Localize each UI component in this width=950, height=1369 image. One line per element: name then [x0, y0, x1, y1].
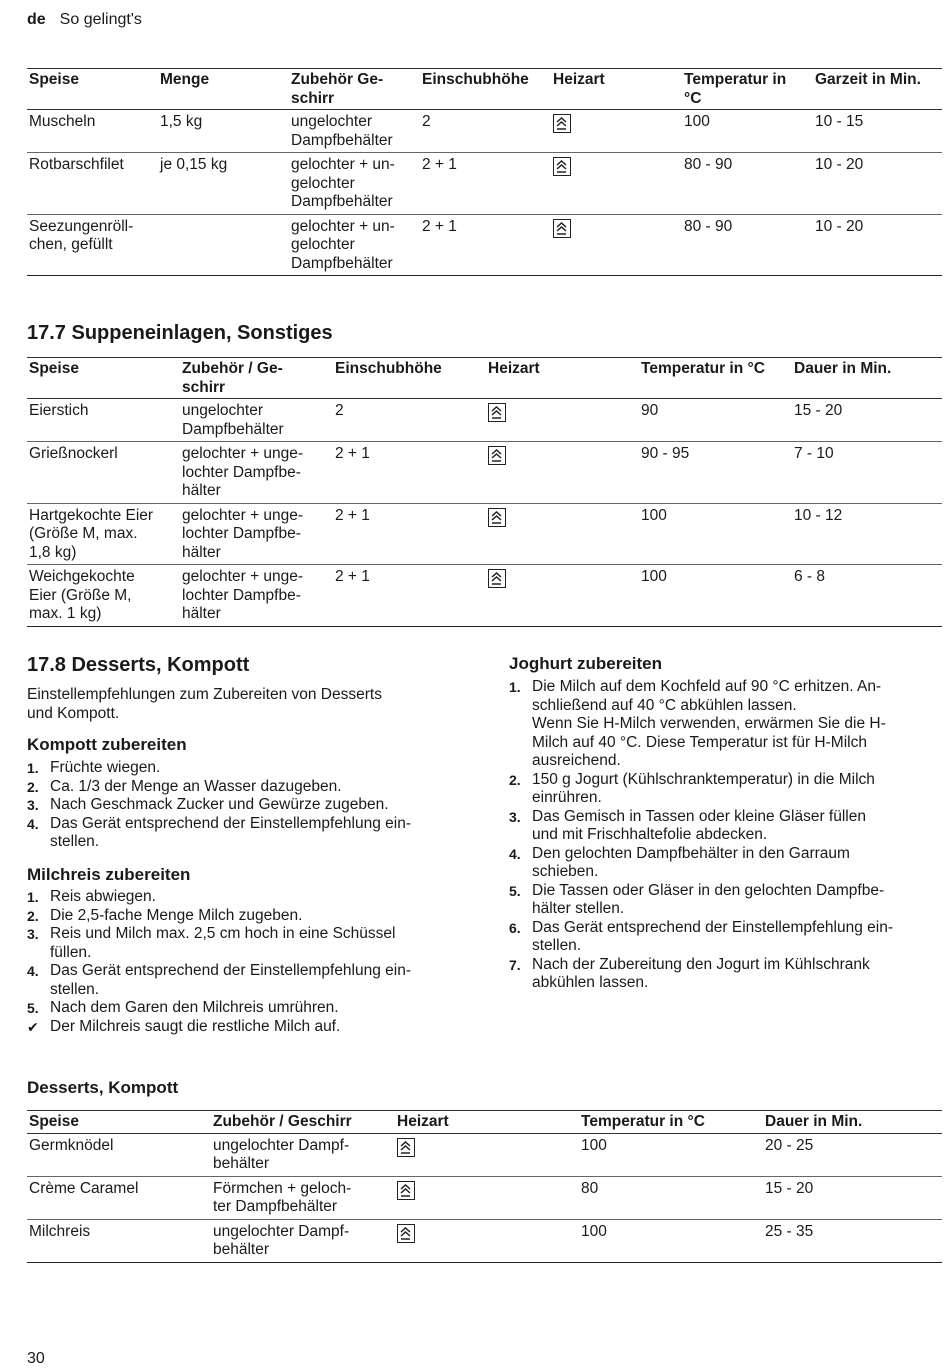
step-text: Reis und Milch max. 2,5 cm hoch in eine Schüssel füllen.: [50, 925, 396, 961]
table-cell: [551, 153, 682, 215]
table-cell: 2 + 1: [333, 442, 486, 504]
list-item: [509, 845, 944, 882]
steam-icon: [553, 157, 571, 176]
column-header: Zubehör Ge- schirr: [289, 69, 420, 110]
table-row: [27, 399, 942, 442]
step-number: 3.: [27, 797, 39, 813]
table-cell: 10 - 20: [813, 153, 942, 215]
step-number: 3.: [27, 926, 39, 942]
list-item: [27, 815, 467, 852]
table-cell: gelochter + unge- lochter Dampfbe- hälter: [180, 565, 333, 627]
step-text: Die Tassen oder Gläser in den gelochten Dampfbe- hälter stellen.: [532, 881, 885, 917]
table-cell: 10 - 15: [813, 110, 942, 153]
table-cell: 100: [639, 503, 792, 565]
list-item: [509, 919, 944, 956]
list-item: [27, 888, 467, 907]
table-row: [27, 110, 942, 153]
table-cell: 80 - 90: [682, 214, 813, 276]
list-item: [27, 999, 467, 1018]
step-text: Die 2,5-fache Menge Milch zugeben.: [50, 906, 303, 924]
table-row: [27, 442, 942, 504]
step-number: 2.: [509, 771, 521, 788]
table-cell: [158, 214, 289, 276]
column-header: Dauer in Min.: [763, 1111, 942, 1134]
table-row: [27, 214, 942, 276]
list-item: [27, 778, 467, 797]
table-cell: 6 - 8: [792, 565, 942, 627]
table-cell: 2 + 1: [333, 565, 486, 627]
table-cell: gelochter + unge- lochter Dampfbe- hälter: [180, 503, 333, 565]
soup-table: [27, 357, 942, 627]
table-cell: gelochter + unge- lochter Dampfbe- hälter: [180, 442, 333, 504]
table-cell: Muscheln: [27, 110, 158, 153]
table-cell: 20 - 25: [763, 1133, 942, 1176]
table-cell: ungelochter Dampf- behälter: [211, 1219, 395, 1262]
table-cell: [486, 442, 639, 504]
steam-icon: [397, 1138, 415, 1157]
step-text: Das Gemisch in Tassen oder kleine Gläser füllen und mit Frischhaltefolie abdecken.: [532, 807, 866, 843]
table-cell: Germknödel: [27, 1133, 211, 1176]
column-header: Garzeit in Min.: [813, 69, 942, 110]
step-number: 4.: [509, 845, 521, 862]
section-title-17-7: 17.7 Suppeneinlagen, Sonstiges: [27, 322, 333, 344]
table-cell: [551, 110, 682, 153]
table-cell: [486, 503, 639, 565]
step-text: Ca. 1/3 der Menge an Wasser dazugeben.: [50, 777, 342, 795]
steam-icon: [488, 403, 506, 422]
table-cell: ungelochter Dampfbehälter: [289, 110, 420, 153]
table-cell: Seezungenröll- chen, gefüllt: [27, 214, 158, 276]
column-header: Speise: [27, 1111, 211, 1134]
list-item: [27, 759, 467, 778]
table-row: [27, 1176, 942, 1219]
table-cell: Eierstich: [27, 399, 180, 442]
step-number: 1.: [509, 679, 521, 695]
step-text: 150 g Jogurt (Kühlschranktemperatur) in die Milch einrühren.: [532, 770, 875, 806]
step-number: 4.: [27, 963, 39, 979]
steam-icon: [553, 219, 571, 238]
joghurt-steps: [509, 678, 944, 993]
table-row: [27, 503, 942, 565]
list-item: [27, 796, 467, 815]
column-header: Heizart: [395, 1111, 579, 1134]
step-note: Wenn Sie H-Milch verwenden, erwärmen Sie die H- Milch auf 40 °C. Diese Temperatur ist für H-Milch ausreichend.: [532, 715, 886, 769]
step-text: Nach dem Garen den Milchreis umrühren.: [50, 999, 339, 1016]
step-text: Das Gerät entsprechend der Einstellempfehlung ein- stellen.: [532, 918, 894, 954]
list-item: [509, 956, 944, 993]
step-number: 3.: [509, 808, 521, 825]
step-number: 2.: [27, 907, 39, 924]
steam-icon: [488, 508, 506, 527]
list-item: [27, 962, 467, 999]
column-header: Temperatur in °C: [682, 69, 813, 110]
column-header: Einschubhöhe: [420, 69, 551, 110]
table-cell: Grießnockerl: [27, 442, 180, 504]
milchreis-steps: [27, 888, 467, 1036]
table-cell: Rotbarschfilet: [27, 153, 158, 215]
language-code: de: [27, 11, 46, 28]
list-item: [509, 771, 944, 808]
column-header: Menge: [158, 69, 289, 110]
table-cell: 80: [579, 1176, 763, 1219]
page-header: [27, 11, 142, 30]
step-text: Den gelochten Dampfbehälter in den Garraum schieben.: [532, 844, 850, 880]
list-item: [27, 907, 467, 926]
fish-table: [27, 68, 942, 276]
column-header: Zubehör / Ge- schirr: [180, 358, 333, 399]
table-row: [27, 1219, 942, 1262]
table-cell: Weichgekochte Eier (Größe M, max. 1 kg): [27, 565, 180, 627]
column-header: Temperatur in °C: [639, 358, 792, 399]
table-cell: 2: [420, 110, 551, 153]
table-cell: 10 - 12: [792, 503, 942, 565]
kompott-title: Kompott zubereiten: [27, 735, 187, 754]
column-header: Temperatur in °C: [579, 1111, 763, 1134]
table-cell: Hartgekochte Eier (Größe M, max. 1,8 kg): [27, 503, 180, 565]
table-cell: 2 + 1: [333, 503, 486, 565]
dessert-table: [27, 1110, 942, 1263]
table-cell: 2: [333, 399, 486, 442]
step-number: 2.: [27, 778, 39, 795]
step-text: Die Milch auf dem Kochfeld auf 90 °C erhitzen. An- schließend auf 40 °C abkühlen lassen.: [532, 678, 882, 714]
column-header: Heizart: [486, 358, 639, 399]
column-header: Speise: [27, 358, 180, 399]
step-number: 5.: [509, 882, 521, 899]
table-cell: [551, 214, 682, 276]
step-text: Früchte wiegen.: [50, 759, 161, 776]
table-cell: 7 - 10: [792, 442, 942, 504]
table-cell: gelochter + un- gelochter Dampfbehälter: [289, 153, 420, 215]
steam-icon: [488, 569, 506, 588]
table-cell: gelochter + un- gelochter Dampfbehälter: [289, 214, 420, 276]
table-cell: je 0,15 kg: [158, 153, 289, 215]
step-text: Das Gerät entsprechend der Einstellempfehlung ein- stellen.: [50, 962, 412, 998]
kompott-steps: [27, 759, 467, 852]
step-text: Reis abwiegen.: [50, 888, 156, 905]
step-number: 4.: [27, 815, 39, 832]
table-header-row: [27, 1111, 942, 1134]
table-cell: 100: [579, 1133, 763, 1176]
table-cell: Förmchen + geloch- ter Dampfbehälter: [211, 1176, 395, 1219]
checkmark-icon: ✔: [27, 1018, 39, 1035]
result-item: [27, 1018, 467, 1037]
list-item: [509, 808, 944, 845]
page-number: 30: [27, 1350, 45, 1367]
table-row: [27, 1133, 942, 1176]
step-number: 1.: [27, 889, 39, 905]
list-item: [509, 882, 944, 919]
table-header-row: [27, 358, 942, 399]
column-header: Speise: [27, 69, 158, 110]
table-cell: 15 - 20: [792, 399, 942, 442]
steam-icon: [397, 1181, 415, 1200]
table-cell: [486, 565, 639, 627]
column-header: Heizart: [551, 69, 682, 110]
step-text: Das Gerät entsprechend der Einstellempfehlung ein- stellen.: [50, 814, 412, 850]
table-cell: 10 - 20: [813, 214, 942, 276]
table-cell: 90: [639, 399, 792, 442]
table-cell: Crème Caramel: [27, 1176, 211, 1219]
table-cell: 2 + 1: [420, 214, 551, 276]
header-title: So gelingt's: [59, 11, 142, 28]
table-cell: Milchreis: [27, 1219, 211, 1262]
table-cell: ungelochter Dampfbehälter: [180, 399, 333, 442]
table-cell: [395, 1176, 579, 1219]
table-cell: 100: [639, 565, 792, 627]
table-header-row: [27, 69, 942, 110]
milchreis-title: Milchreis zubereiten: [27, 865, 191, 884]
table-row: [27, 153, 942, 215]
table-cell: 15 - 20: [763, 1176, 942, 1219]
step-number: 6.: [509, 919, 521, 936]
table-cell: 1,5 kg: [158, 110, 289, 153]
section-intro: Einstellempfehlungen zum Zubereiten von Desserts und Kompott.: [27, 686, 382, 722]
steam-icon: [397, 1224, 415, 1243]
table-row: [27, 565, 942, 627]
steam-icon: [488, 446, 506, 465]
table-cell: 25 - 35: [763, 1219, 942, 1262]
step-number: 5.: [27, 1000, 39, 1016]
dessert-table-title: Desserts, Kompott: [27, 1078, 179, 1097]
step-text: Nach Geschmack Zucker und Gewürze zugeben.: [50, 796, 389, 813]
step-number: 1.: [27, 760, 39, 776]
column-header: Dauer in Min.: [792, 358, 942, 399]
table-cell: 90 - 95: [639, 442, 792, 504]
list-item: [27, 925, 467, 962]
table-cell: ungelochter Dampf- behälter: [211, 1133, 395, 1176]
table-cell: [395, 1133, 579, 1176]
step-number: 7.: [509, 956, 521, 973]
step-text: Nach der Zubereitung den Jogurt im Kühlschrank abkühlen lassen.: [532, 955, 870, 991]
table-cell: 80 - 90: [682, 153, 813, 215]
table-cell: 100: [579, 1219, 763, 1262]
result-text: Der Milchreis saugt die restliche Milch auf.: [50, 1017, 341, 1035]
column-header: Einschubhöhe: [333, 358, 486, 399]
steam-icon: [553, 114, 571, 133]
table-cell: [395, 1219, 579, 1262]
table-cell: [486, 399, 639, 442]
table-cell: 2 + 1: [420, 153, 551, 215]
joghurt-title: Joghurt zubereiten: [509, 654, 663, 673]
table-cell: 100: [682, 110, 813, 153]
section-title-17-8: 17.8 Desserts, Kompott: [27, 654, 250, 676]
list-item: [509, 678, 944, 771]
column-header: Zubehör / Geschirr: [211, 1111, 395, 1134]
